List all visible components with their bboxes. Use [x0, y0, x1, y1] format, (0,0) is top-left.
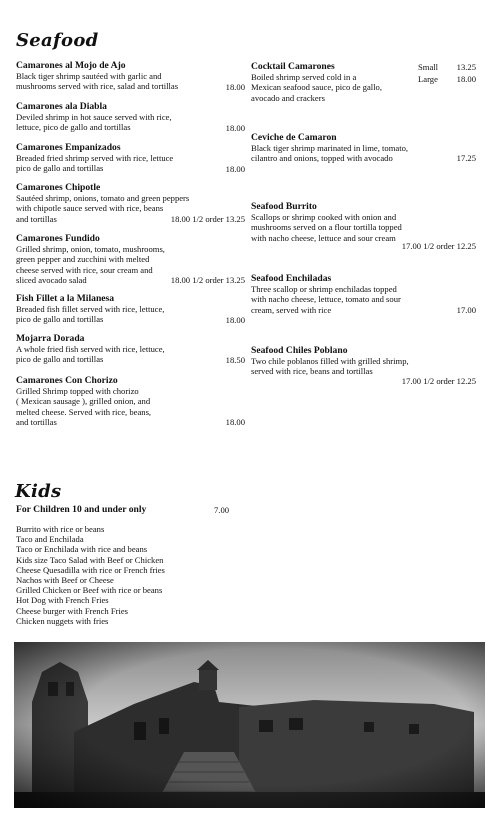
kids-price: 7.00: [214, 505, 230, 515]
menu-item: [251, 201, 466, 243]
item-name: Fish Fillet a la Milanesa: [16, 293, 115, 304]
item-description: Black tiger shrimp sautéed with garlic and mushrooms served with rice, salad and tortillas: [16, 71, 179, 92]
item-price: 18.00: [225, 123, 245, 133]
item-name: Seafood Burrito: [251, 201, 317, 212]
item-name: Camarones al Mojo de Ajo: [16, 60, 126, 71]
item-name: Ceviche de Camaron: [251, 132, 337, 143]
item-name: Camarones Chipotle: [16, 182, 101, 193]
list-item: Nachos with Beef or Cheese: [16, 575, 114, 586]
item-description: Scallops or shrimp cooked with onion and mushrooms served on a flour tortilla topped with nacho cheese, lettuce and sour cream: [251, 212, 402, 243]
item-name: Seafood Enchiladas: [251, 273, 332, 284]
list-item: Burrito with rice or beans: [16, 524, 105, 534]
item-price: 18.00: [225, 315, 245, 325]
item-price: 18.00: [225, 417, 245, 427]
item-description: Boiled shrimp served cold in a Mexican seafood sauce, pico de gallo, avocado and crackers: [251, 72, 383, 103]
item-price: 18.50: [225, 355, 245, 365]
item-description: Deviled shrimp in hot sauce served with rice, lettuce, pico de gallo and tortillas: [16, 112, 172, 133]
item-name: Mojarra Dorada: [16, 333, 85, 344]
item-price: 17.00: [456, 305, 476, 315]
item-description: Breaded fish fillet served with rice, lettuce, pico de gallo and tortillas: [16, 304, 165, 325]
item-description: Two chile poblanos filled with grilled shrimp, served with rice, beans and tortillas: [251, 356, 409, 377]
item-price: 17.00 1/2 order 12.25: [401, 241, 476, 251]
menu-item: [251, 61, 411, 103]
item-price: 18.00: [225, 82, 245, 92]
kids-heading: For Children 10 and under only: [16, 504, 147, 515]
item-name: Camarones Fundido: [16, 233, 100, 244]
item-name: Camarones Con Chorizo: [16, 375, 118, 386]
list-item: Taco and Enchilada: [16, 534, 84, 545]
list-item: Grilled Chicken or Beef with rice or beans: [16, 585, 163, 596]
item-price: 18.00: [225, 164, 245, 174]
menu-item: [16, 60, 241, 92]
item-price: 18.00 1/2 order 13.25: [170, 275, 245, 285]
item-description: Three scallop or shrimp enchiladas topped with nacho cheese, lettuce, tomato and sour cream, served with rice: [251, 284, 401, 315]
list-item: Chicken nuggets with fries: [16, 615, 109, 626]
item-price: 18.00: [456, 74, 476, 84]
hacienda-photo: [14, 642, 485, 808]
list-item: Taco or Enchilada with rice and beans: [16, 544, 148, 555]
item-description: Black tiger shrimp marinated in lime, tomato, cilantro and onions, topped with avocado: [251, 143, 409, 164]
menu-item: [16, 375, 241, 428]
kids-list: [16, 524, 246, 626]
item-size-label: Small: [418, 62, 439, 72]
menu-item: [16, 142, 241, 174]
item-price: 17.25: [456, 153, 476, 163]
item-description: Sautéed shrimp, onions, tomato and green peppers with chipotle sauce served with rice, beans and tortillas: [16, 193, 190, 224]
item-description: Breaded fried shrimp served with rice, lettuce pico de gallo and tortillas: [16, 153, 174, 174]
menu-item: [251, 273, 466, 315]
seafood-title: Seafood: [16, 30, 99, 51]
menu-item: [16, 101, 241, 133]
item-description: Grilled Shrimp topped with chorizo ( Mexican sausage ), grilled onion, and melted cheese. Served with rice, beans, and tortillas: [16, 386, 152, 428]
item-price: 18.00 1/2 order 13.25: [170, 214, 245, 224]
menu-item: [16, 293, 241, 325]
list-item: Cheese Quesadilla with rice or French fries: [16, 564, 165, 575]
item-price: 13.25: [456, 62, 476, 72]
item-name: Camarones Empanizados: [16, 142, 121, 153]
kids-title: Kids: [15, 481, 62, 502]
item-name: Cocktail Camarones: [251, 61, 335, 72]
item-price: 17.00 1/2 order 12.25: [401, 376, 476, 386]
item-description: Grilled shrimp, onion, tomato, mushrooms, green pepper and zucchini with melted cheese served with rice, sour cream and sliced avocado salad: [16, 244, 165, 286]
list-item: Cheese burger with French Fries: [16, 605, 129, 616]
menu-item: [251, 345, 466, 377]
list-item: Hot Dog with French Fries: [16, 595, 109, 606]
item-size-label: Large: [418, 74, 438, 84]
menu-item: [16, 333, 241, 365]
list-item: Kids size Taco Salad with Beef or Chicken: [16, 554, 164, 565]
item-name: Camarones ala Diabla: [16, 101, 107, 112]
item-description: A whole fried fish served with rice, lettuce, pico de gallo and tortillas: [16, 344, 165, 365]
hacienda-illustration: [14, 642, 485, 808]
item-name: Seafood Chiles Poblano: [251, 345, 348, 356]
menu-item: [251, 132, 466, 164]
